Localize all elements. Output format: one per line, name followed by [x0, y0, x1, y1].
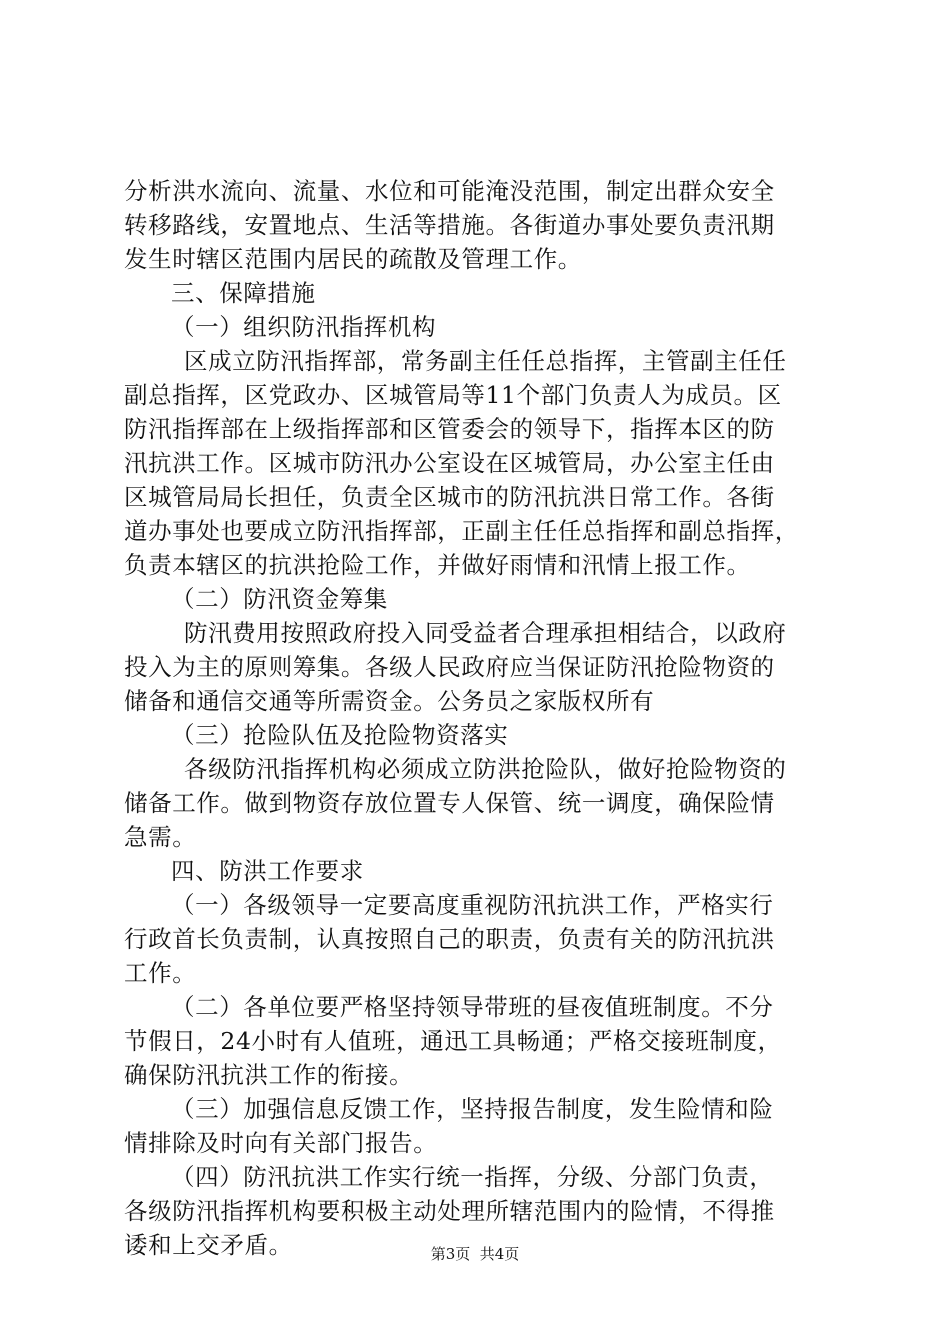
subsection-heading: （三）抢险队伍及抢险物资落实: [171, 721, 509, 749]
text-line: 各级防汛指挥机构必须成立防洪抢险队，做好抢险物资的: [184, 755, 787, 783]
text-line: 情排除及时向有关部门报告。: [124, 1129, 438, 1157]
text-line: 诿和上交矛盾。: [124, 1231, 293, 1259]
text-line: 防汛费用按照政府投入同受益者合理承担相结合，以政府: [184, 619, 787, 647]
text-line: 储备和通信交通等所需资金。公务员之家版权所有: [124, 687, 655, 715]
text-line: 各级防汛指挥机构要积极主动处理所辖范围内的险情，不得推: [124, 1197, 775, 1225]
section-heading: 四、防洪工作要求: [171, 857, 364, 885]
text-line: 投入为主的原则筹集。各级人民政府应当保证防汛抢险物资的: [124, 653, 775, 681]
text-line: 汛抗洪工作。区城市防汛办公室设在区城管局，办公室主任由: [124, 449, 775, 477]
page-number-footer: 第3页 共4页: [430, 1245, 520, 1263]
text-line: 确保防汛抗洪工作的衔接。: [124, 1061, 414, 1089]
text-line: 发生时辖区范围内居民的疏散及管理工作。: [124, 245, 582, 273]
text-line: 分析洪水流向、流量、水位和可能淹没范围，制定出群众安全: [124, 177, 775, 205]
text-line: 区成立防汛指挥部，常务副主任任总指挥，主管副主任任: [184, 347, 787, 375]
text-line: （四）防汛抗洪工作实行统一指挥，分级、分部门负责，: [171, 1163, 774, 1191]
subsection-heading: （二）防汛资金筹集: [171, 585, 388, 613]
text-line: 节假日，24小时有人值班，通迅工具畅通；严格交接班制度，: [124, 1027, 782, 1055]
text-line: 行政首长负责制，认真按照自己的职责，负责有关的防汛抗洪: [124, 925, 775, 953]
section-heading: 三、保障措施: [171, 279, 316, 307]
text-line: 负责本辖区的抗洪抢险工作，并做好雨情和汛情上报工作。: [124, 551, 751, 579]
text-line: 道办事处也要成立防汛指挥部，正副主任任总指挥和副总指挥，: [124, 517, 799, 545]
text-line: （三）加强信息反馈工作，坚持报告制度，发生险情和险: [171, 1095, 774, 1123]
text-line: 区城管局局长担任，负责全区城市的防汛抗洪日常工作。各街: [124, 483, 775, 511]
text-line: 转移路线，安置地点、生活等措施。各街道办事处要负责汛期: [124, 211, 775, 239]
text-line: 防汛指挥部在上级指挥部和区管委会的领导下，指挥本区的防: [124, 415, 775, 443]
document-body: [124, 174, 836, 1262]
text-line: 工作。: [124, 959, 197, 987]
text-line: （一）各级领导一定要高度重视防汛抗洪工作，严格实行: [171, 891, 774, 919]
text-line: 急需。: [124, 823, 197, 851]
text-line: 储备工作。做到物资存放位置专人保管、统一调度，确保险情: [124, 789, 775, 817]
text-line: （二）各单位要严格坚持领导带班的昼夜值班制度。不分: [171, 993, 774, 1021]
subsection-heading: （一）组织防汛指挥机构: [171, 313, 437, 341]
text-line: 副总指挥，区党政办、区城管局等11个部门负责人为成员。区: [124, 381, 782, 409]
